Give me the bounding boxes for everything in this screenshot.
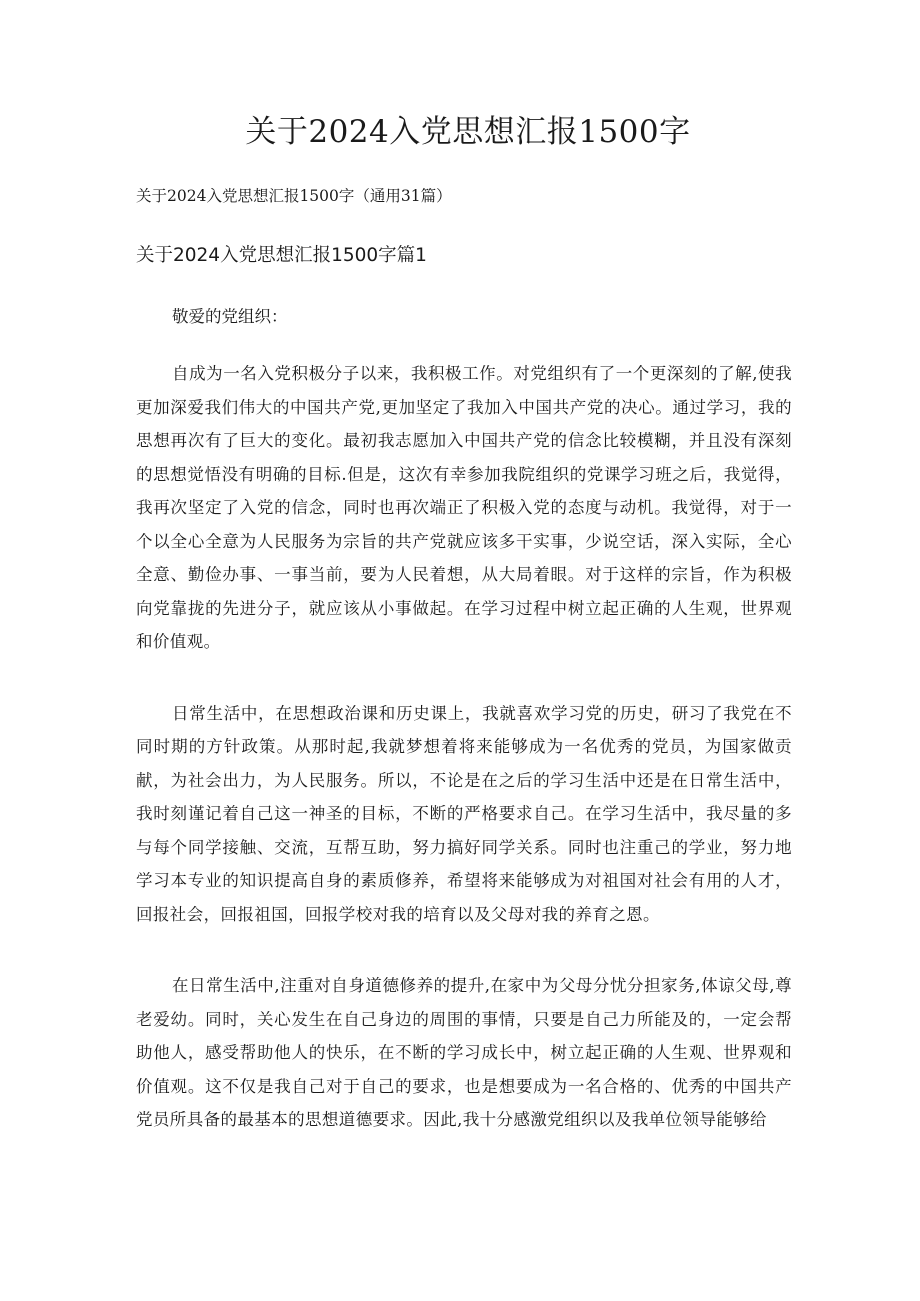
body-paragraph: 在日常生活中,注重对自身道德修养的提升,在家中为父母分忧分担家务,体谅父母,尊老爱幼。同时，关心发生在自己身边的周围的事情，只要是自己力所能及的，一定会帮助他人，感受帮助他人的快乐，在不断的学习成长中，树立起正确的人生观、世界观和价值观。这不仅是我自己对于自己的要求，也是想要成为一名合格的、优秀的中国共产党员所具备的最基本的思想道德要求。因此,我十分感激党组织以及我单位领导能够给 <box>136 976 792 1129</box>
document-title: 关于2024入党思想汇报1500字 <box>245 114 691 150</box>
salutation: 敬爱的党组织： <box>172 307 288 326</box>
body-paragraph: 日常生活中，在思想政治课和历史课上，我就喜欢学习党的历史，研习了我党在不同时期的方针政策。从那时起,我就梦想着将来能够成为一名优秀的党员，为国家做贡献，为社会出力，为人民服务。所以，不论是在之后的学习生活中还是在日常生活中，我时刻谨记着自己这一神圣的目标，不断的严格要求自己。在学习生活中，我尽量的多与每个同学接触、交流，互帮互助，努力搞好同学关系。同时也注重己的学业，努力地学习本专业的知识提高自身的素质修养，希望将来能够成为对祖国对社会有用的人才，回报社会，回报祖国，回报学校对我的培育以及父母对我的养育之恩。 <box>136 703 792 924</box>
body-paragraph: 自成为一名入党积极分子以来，我积极工作。对党组织有了一个更深刻的了解,使我更加深爱我们伟大的中国共产党,更加坚定了我加入中国共产党的决心。通过学习，我的思想再次有了巨大的变化。最初我志愿加入中国共产党的信念比较模糊，并且没有深刻的思想觉悟没有明确的目标.但是，这次有幸参加我院组织的党课学习班之后，我觉得，我再次坚定了入党的信念，同时也再次端正了积极入党的态度与动机。我觉得，对于一个以全心全意为人民服务为宗旨的共产党就应该多干实事，少说空话，深入实际，全心全意、勤俭办事、一事当前，要为人民着想，从大局着眼。对于这样的宗旨，作为积极向党靠拢的先进分子，就应该从小事做起。在学习过程中树立起正确的人生观，世界观和价值观。 <box>136 364 792 651</box>
section-heading: 关于2024入党思想汇报1500字篇1 <box>136 245 427 266</box>
document-subtitle: 关于2024入党思想汇报1500字（通用31篇） <box>136 187 452 205</box>
